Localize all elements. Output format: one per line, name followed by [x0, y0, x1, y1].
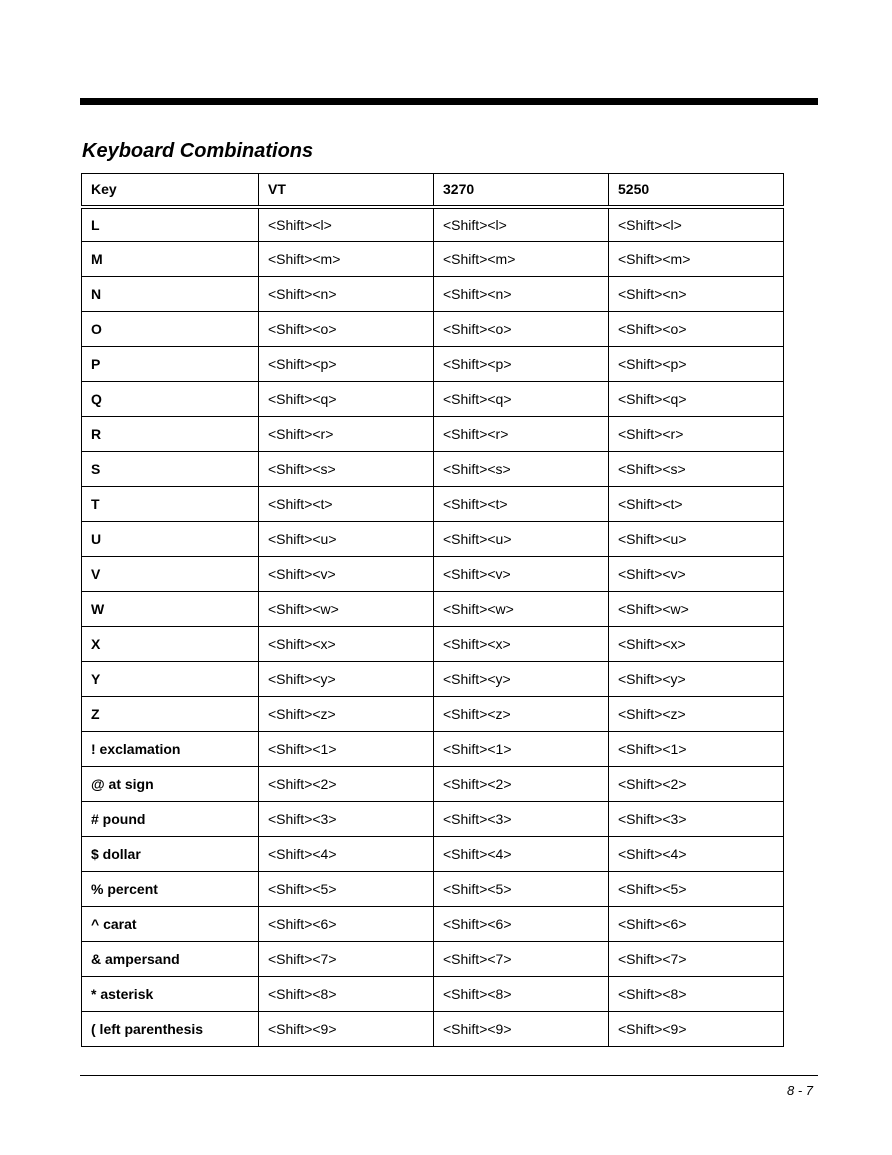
table-row [82, 312, 784, 347]
cell-key: Q [82, 382, 259, 417]
cell-3270: <Shift><p> [434, 347, 609, 382]
cell-5250: <Shift><r> [609, 417, 784, 452]
cell-3270: <Shift><4> [434, 837, 609, 872]
cell-key: O [82, 312, 259, 347]
cell-3270: <Shift><5> [434, 872, 609, 907]
cell-vt: <Shift><n> [259, 277, 434, 312]
cell-vt: <Shift><8> [259, 977, 434, 1012]
table-row [82, 207, 784, 242]
table-row [82, 872, 784, 907]
table-row [82, 487, 784, 522]
table-row [82, 627, 784, 662]
cell-5250: <Shift><n> [609, 277, 784, 312]
cell-5250: <Shift><8> [609, 977, 784, 1012]
cell-5250: <Shift><1> [609, 732, 784, 767]
cell-key: N [82, 277, 259, 312]
cell-key: % percent [82, 872, 259, 907]
cell-key: X [82, 627, 259, 662]
cell-key: ^ carat [82, 907, 259, 942]
cell-key: S [82, 452, 259, 487]
cell-5250: <Shift><3> [609, 802, 784, 837]
table-row [82, 557, 784, 592]
cell-vt: <Shift><9> [259, 1012, 434, 1047]
cell-vt: <Shift><q> [259, 382, 434, 417]
cell-3270: <Shift><w> [434, 592, 609, 627]
cell-key: P [82, 347, 259, 382]
cell-vt: <Shift><r> [259, 417, 434, 452]
cell-3270: <Shift><8> [434, 977, 609, 1012]
cell-key: R [82, 417, 259, 452]
bottom-rule [80, 1075, 818, 1076]
cell-3270: <Shift><t> [434, 487, 609, 522]
cell-5250: <Shift><5> [609, 872, 784, 907]
cell-vt: <Shift><x> [259, 627, 434, 662]
cell-5250: <Shift><p> [609, 347, 784, 382]
cell-5250: <Shift><v> [609, 557, 784, 592]
cell-3270: <Shift><n> [434, 277, 609, 312]
cell-key: T [82, 487, 259, 522]
cell-3270: <Shift><6> [434, 907, 609, 942]
cell-3270: <Shift><q> [434, 382, 609, 417]
top-rule [80, 98, 818, 105]
cell-5250: <Shift><4> [609, 837, 784, 872]
keyboard-combinations-table [81, 173, 784, 1047]
table-row [82, 732, 784, 767]
cell-vt: <Shift><t> [259, 487, 434, 522]
cell-5250: <Shift><u> [609, 522, 784, 557]
table-row [82, 767, 784, 802]
cell-key: $ dollar [82, 837, 259, 872]
cell-key: ( left parenthesis [82, 1012, 259, 1047]
cell-key: L [82, 207, 259, 242]
cell-key: @ at sign [82, 767, 259, 802]
table-row [82, 802, 784, 837]
cell-key: M [82, 242, 259, 277]
cell-vt: <Shift><4> [259, 837, 434, 872]
page-number: 8 - 7 [786, 1083, 813, 1098]
cell-3270: <Shift><v> [434, 557, 609, 592]
cell-3270: <Shift><9> [434, 1012, 609, 1047]
table-row [82, 242, 784, 277]
header-key: Key [82, 174, 259, 207]
cell-5250: <Shift><t> [609, 487, 784, 522]
cell-vt: <Shift><m> [259, 242, 434, 277]
table-row [82, 837, 784, 872]
table-header-row [82, 174, 784, 207]
cell-vt: <Shift><l> [259, 207, 434, 242]
cell-key: ! exclamation [82, 732, 259, 767]
cell-vt: <Shift><1> [259, 732, 434, 767]
cell-5250: <Shift><s> [609, 452, 784, 487]
table-row [82, 942, 784, 977]
cell-vt: <Shift><v> [259, 557, 434, 592]
cell-3270: <Shift><1> [434, 732, 609, 767]
cell-3270: <Shift><o> [434, 312, 609, 347]
section-title: Keyboard Combinations [82, 140, 314, 162]
cell-3270: <Shift><s> [434, 452, 609, 487]
cell-key: Z [82, 697, 259, 732]
cell-vt: <Shift><z> [259, 697, 434, 732]
cell-5250: <Shift><l> [609, 207, 784, 242]
table-body [82, 207, 784, 1047]
table-row [82, 417, 784, 452]
cell-5250: <Shift><o> [609, 312, 784, 347]
cell-vt: <Shift><s> [259, 452, 434, 487]
cell-key: U [82, 522, 259, 557]
cell-5250: <Shift><z> [609, 697, 784, 732]
cell-vt: <Shift><w> [259, 592, 434, 627]
cell-vt: <Shift><7> [259, 942, 434, 977]
cell-key: W [82, 592, 259, 627]
cell-5250: <Shift><7> [609, 942, 784, 977]
table-row [82, 662, 784, 697]
cell-3270: <Shift><3> [434, 802, 609, 837]
cell-5250: <Shift><9> [609, 1012, 784, 1047]
cell-5250: <Shift><y> [609, 662, 784, 697]
header-5250: 5250 [609, 174, 784, 207]
cell-3270: <Shift><r> [434, 417, 609, 452]
cell-5250: <Shift><2> [609, 767, 784, 802]
table-row [82, 277, 784, 312]
header-3270: 3270 [434, 174, 609, 207]
table-row [82, 977, 784, 1012]
table-row [82, 522, 784, 557]
cell-3270: <Shift><y> [434, 662, 609, 697]
cell-vt: <Shift><5> [259, 872, 434, 907]
cell-vt: <Shift><p> [259, 347, 434, 382]
cell-5250: <Shift><m> [609, 242, 784, 277]
table-row [82, 697, 784, 732]
table-row [82, 382, 784, 417]
cell-vt: <Shift><3> [259, 802, 434, 837]
cell-3270: <Shift><l> [434, 207, 609, 242]
cell-vt: <Shift><y> [259, 662, 434, 697]
cell-key: Y [82, 662, 259, 697]
cell-3270: <Shift><u> [434, 522, 609, 557]
cell-3270: <Shift><m> [434, 242, 609, 277]
table-row [82, 592, 784, 627]
cell-key: * asterisk [82, 977, 259, 1012]
cell-5250: <Shift><q> [609, 382, 784, 417]
cell-vt: <Shift><2> [259, 767, 434, 802]
table-row [82, 1012, 784, 1047]
cell-5250: <Shift><x> [609, 627, 784, 662]
header-vt: VT [259, 174, 434, 207]
cell-5250: <Shift><w> [609, 592, 784, 627]
cell-3270: <Shift><7> [434, 942, 609, 977]
cell-3270: <Shift><x> [434, 627, 609, 662]
cell-key: # pound [82, 802, 259, 837]
cell-key: & ampersand [82, 942, 259, 977]
cell-key: V [82, 557, 259, 592]
cell-vt: <Shift><6> [259, 907, 434, 942]
cell-5250: <Shift><6> [609, 907, 784, 942]
cell-3270: <Shift><z> [434, 697, 609, 732]
table-row [82, 452, 784, 487]
table-row [82, 907, 784, 942]
cell-vt: <Shift><o> [259, 312, 434, 347]
cell-3270: <Shift><2> [434, 767, 609, 802]
table-row [82, 347, 784, 382]
cell-vt: <Shift><u> [259, 522, 434, 557]
